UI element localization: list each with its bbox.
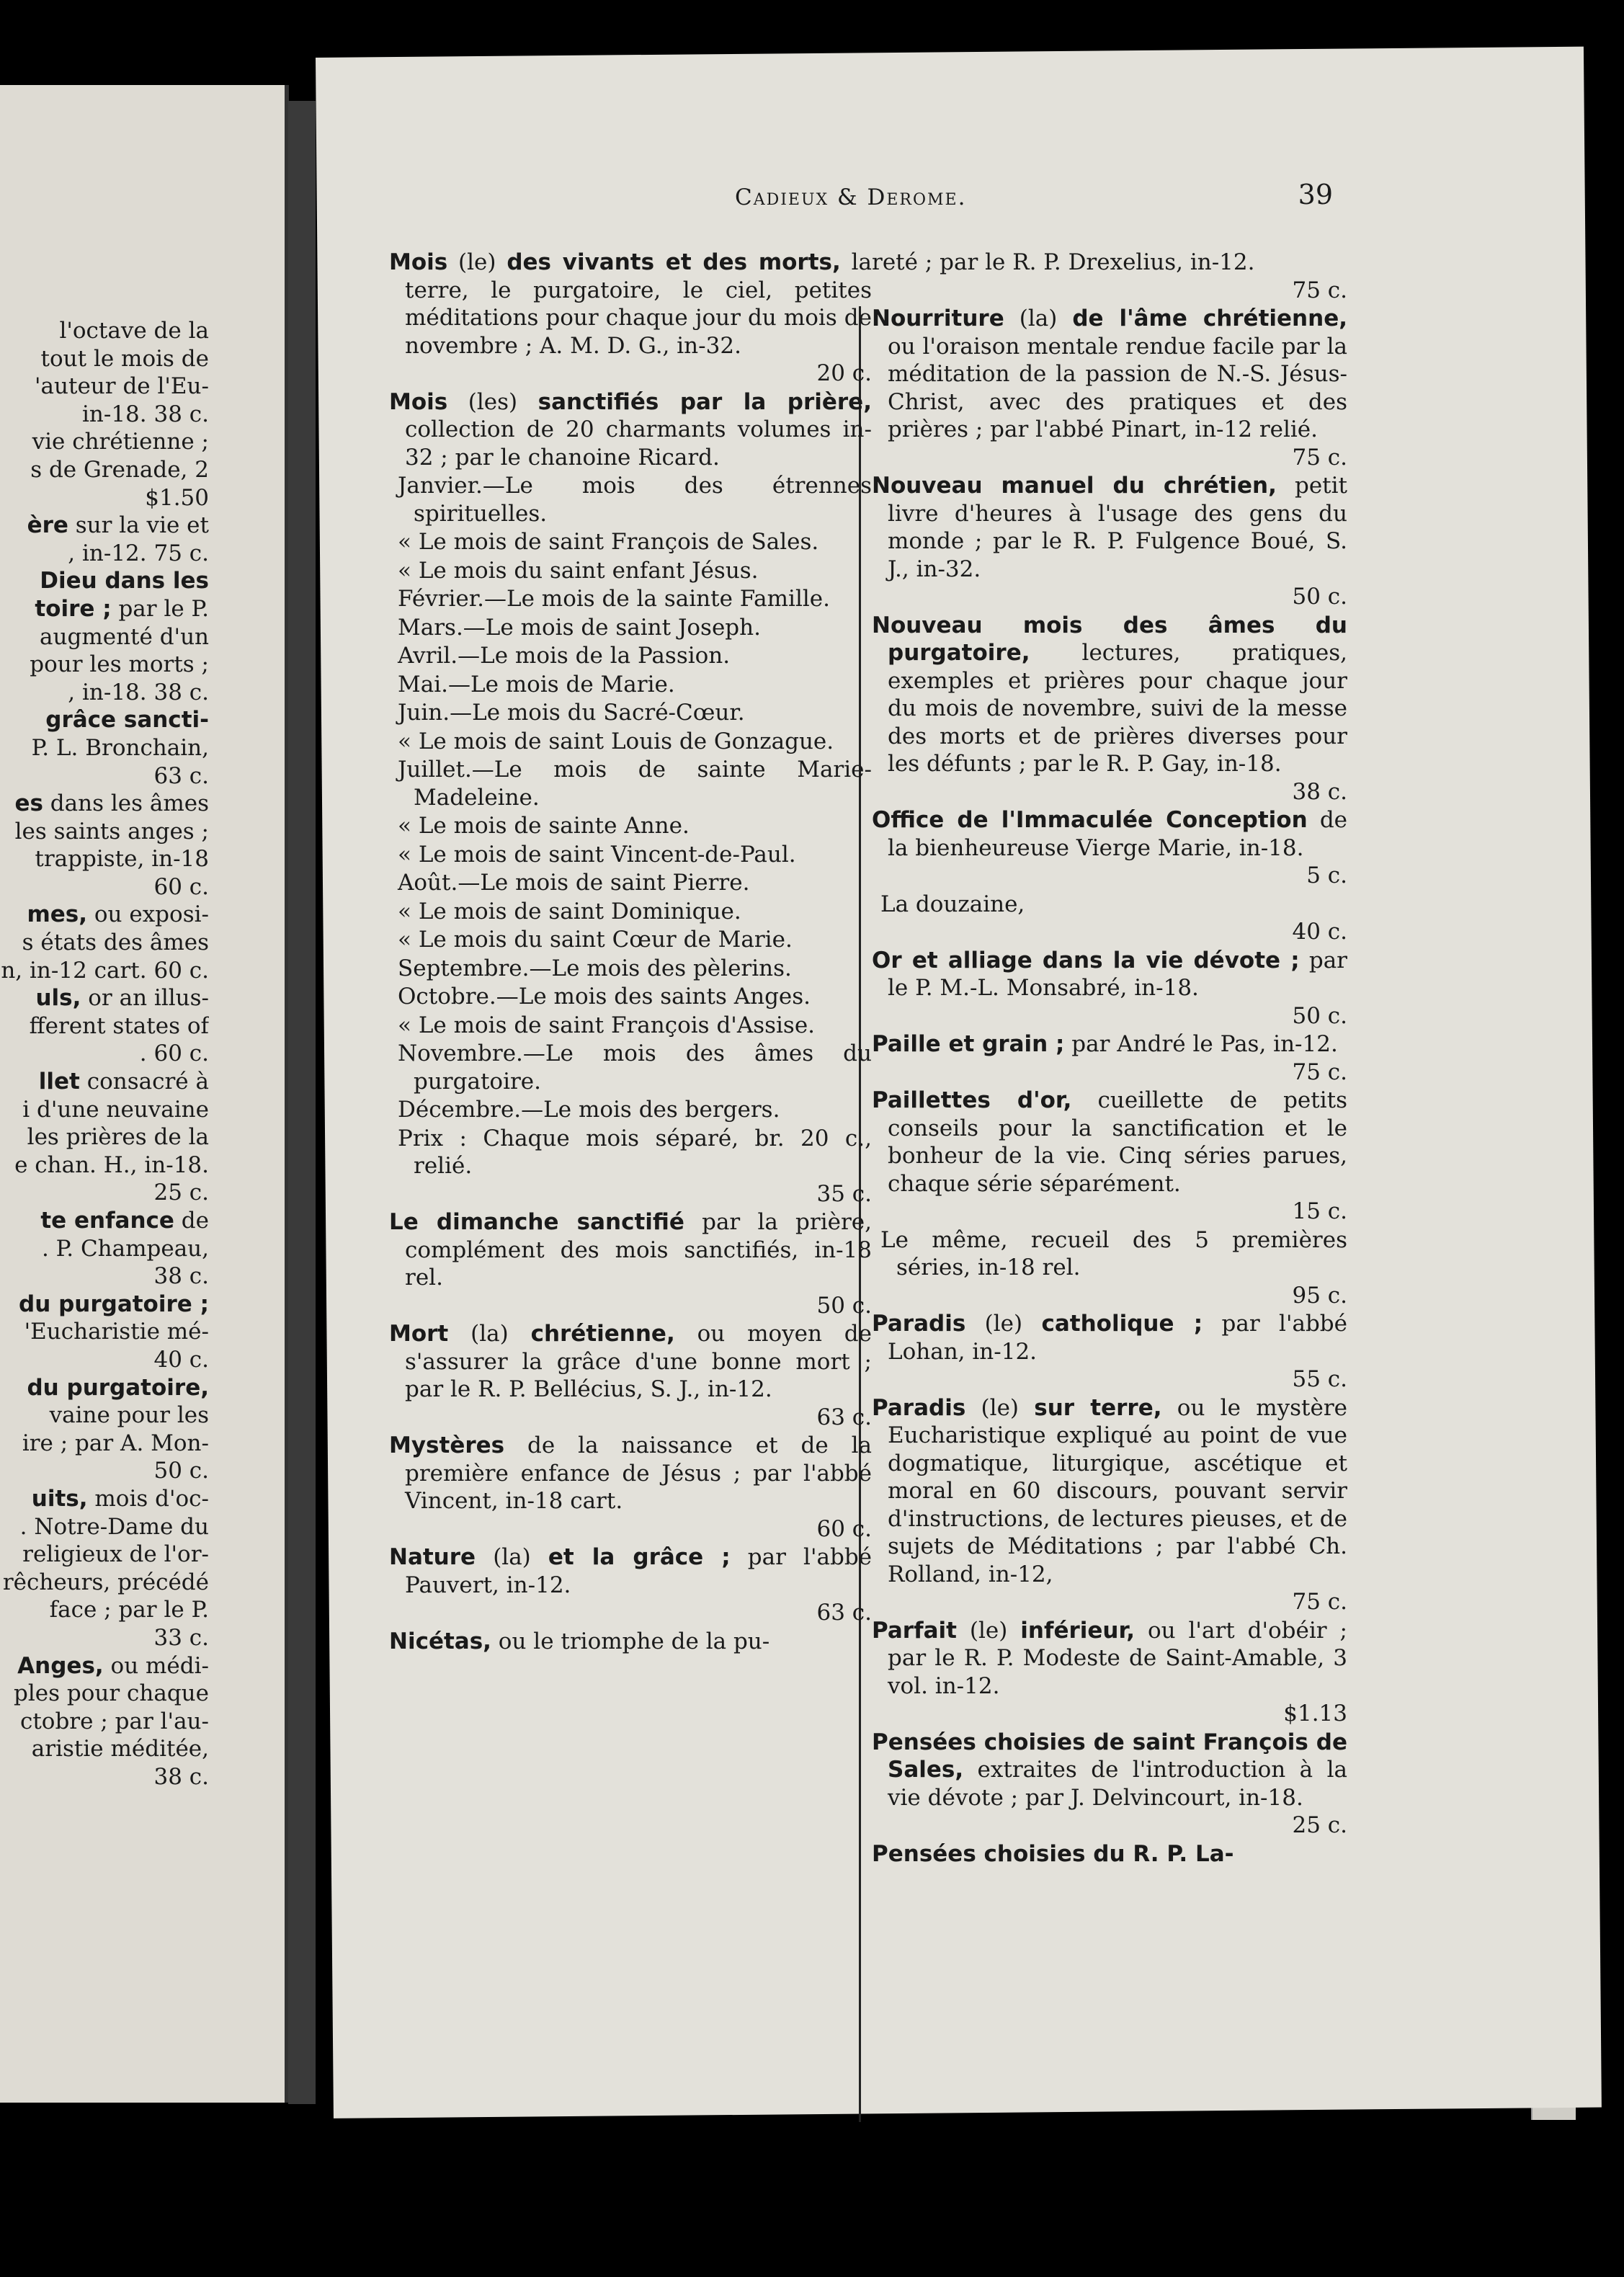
- left-fragment-line: [0, 623, 209, 651]
- entry-description: par l'abbé Pauvert, in-12.: [405, 1544, 873, 1598]
- entry-text: vie chrétienne ;: [32, 429, 209, 455]
- left-fragment-line: [0, 679, 209, 707]
- catalog-entry: [872, 472, 1347, 611]
- catalog-subentry: [389, 699, 872, 727]
- entry-text: n, in-12 cart. 60 c.: [1, 957, 209, 984]
- entry-price: 38 c.: [1292, 778, 1347, 805]
- subentry-text: Juillet.—Le mois de sainte Marie-Madeleine.: [398, 757, 872, 811]
- entry-title: Mois: [389, 388, 448, 415]
- entry-price: 50 c.: [1292, 584, 1347, 610]
- entry-text: or an illus-: [81, 985, 209, 1012]
- left-fragment-line: [0, 401, 209, 429]
- entry-text: vaine pour les: [49, 1402, 209, 1429]
- catalog-subentry: [389, 728, 872, 756]
- entry-description: la terre, le purgatoire, le ciel, petites méditations pour chaque jour du mois de novembre ; A. M. D. G., in-32.: [405, 249, 872, 359]
- entry-price: 75 c.: [1292, 444, 1347, 471]
- left-fragment-line: [0, 512, 209, 540]
- left-fragment-line: [0, 1680, 209, 1708]
- left-fragment-line: [0, 1179, 209, 1207]
- entry-title: Or et alliage dans la vie dévote ;: [872, 947, 1300, 973]
- subentry-text: Janvier.—Le mois des étrennes spirituelles.: [398, 473, 872, 527]
- catalog-column-1: [389, 249, 872, 1656]
- subentry-text: « Le mois du saint enfant Jésus.: [398, 557, 759, 584]
- entry-text: 'auteur de l'Eu-: [35, 373, 209, 400]
- entry-text: pour les morts ;: [30, 651, 209, 678]
- catalog-subentry: [389, 642, 872, 670]
- entry-title: Anges,: [17, 1652, 104, 1679]
- page-header: [403, 179, 1333, 228]
- left-fragment-line: [0, 1123, 209, 1151]
- left-fragment-line: [0, 706, 209, 734]
- catalog-entry: [872, 1617, 1347, 1728]
- entry-title: llet: [38, 1069, 80, 1095]
- left-fragment-line: [0, 1513, 209, 1541]
- entry-price: 15 c.: [1292, 1198, 1347, 1224]
- catalog-subentry: [389, 756, 872, 811]
- subentry-text: « Le mois du saint Cœur de Marie.: [398, 927, 793, 953]
- left-fragment-line: [0, 929, 209, 957]
- left-fragment-line: [0, 317, 209, 345]
- entry-article: (le): [965, 1394, 1035, 1421]
- entry-price: 75 c.: [1292, 277, 1347, 303]
- entry-price: 50 c.: [816, 1292, 872, 1319]
- entry-text: in-18. 38 c.: [81, 401, 209, 427]
- entry-title-cont: sur terre,: [1034, 1394, 1162, 1421]
- subentry-text: Juin.—Le mois du Sacré-Cœur.: [398, 700, 745, 726]
- entry-description: reté ; par le R. P. Drexelius, in-12.: [872, 249, 1255, 275]
- entry-text: religieux de l'or-: [22, 1541, 209, 1568]
- left-fragment-line: [0, 1374, 209, 1402]
- left-page-text-fragment: [0, 317, 209, 1791]
- left-fragment-line: [0, 1652, 209, 1680]
- entry-title-cont: catholique ;: [1041, 1311, 1203, 1337]
- catalog-subentry: [389, 1125, 872, 1208]
- catalog-subentry: [389, 557, 872, 585]
- entry-text: 38 c.: [153, 1763, 209, 1790]
- catalog-entry: [389, 1628, 872, 1656]
- subentry-text: Le même, recueil des 5 premières séries, in-18 rel.: [880, 1226, 1347, 1280]
- entry-text: 38 c.: [153, 1263, 209, 1290]
- entry-title: Mois: [389, 249, 448, 275]
- entry-text: dans les âmes: [43, 790, 209, 817]
- left-fragment-line: [0, 1207, 209, 1235]
- left-fragment-line: [0, 762, 209, 790]
- entry-price: 50 c.: [1292, 1002, 1347, 1029]
- left-fragment-line: [0, 1735, 209, 1763]
- left-fragment-line: [0, 1569, 209, 1597]
- entry-text: de: [174, 1208, 209, 1234]
- left-fragment-line: [0, 1708, 209, 1736]
- entry-title: Nouveau mois des âmes du purgatoire,: [872, 612, 1347, 666]
- subentry-text: Novembre.—Le mois des âmes du purgatoire.: [398, 1041, 872, 1095]
- entry-text: s états des âmes: [22, 930, 209, 956]
- entry-title-cont: inférieur,: [1020, 1617, 1136, 1644]
- entry-price: 75 c.: [1292, 1059, 1347, 1085]
- left-fragment-line: [0, 873, 209, 901]
- entry-text: mois d'oc-: [87, 1485, 209, 1512]
- entry-title-cont: sanctifiés par la prière,: [537, 388, 872, 415]
- entry-price: 75 c.: [1292, 1589, 1347, 1615]
- entry-article: (les): [447, 388, 538, 415]
- subentry-text: Prix : Chaque mois séparé, br. 20 c., relié.: [398, 1125, 872, 1179]
- catalog-subentry: [389, 898, 872, 926]
- entry-text: fferent states of: [29, 1012, 209, 1039]
- entry-price: 40 c.: [1292, 919, 1347, 945]
- entry-price: 55 c.: [1292, 1366, 1347, 1392]
- entry-title-cont: chrétienne,: [530, 1321, 675, 1347]
- entry-title: Nicétas,: [389, 1628, 491, 1654]
- catalog-subentry: [389, 1096, 872, 1124]
- left-fragment-line: [0, 567, 209, 595]
- entry-title: Le dimanche sanctifié: [389, 1209, 684, 1235]
- left-fragment-line: [0, 1040, 209, 1068]
- catalog-entry: [389, 1320, 872, 1431]
- left-fragment-line: [0, 984, 209, 1012]
- left-fragment-line: [0, 1235, 209, 1263]
- entry-article: (la): [476, 1544, 548, 1570]
- entry-text: 50 c.: [153, 1458, 209, 1484]
- left-fragment-line: [0, 1541, 209, 1569]
- subentry-text: Septembre.—Le mois des pèlerins.: [398, 955, 792, 981]
- entry-text: s de Grenade, 2: [30, 456, 209, 483]
- subentry-text: « Le mois de sainte Anne.: [398, 813, 690, 839]
- entry-title: ère: [27, 512, 68, 539]
- left-fragment-line: [0, 1318, 209, 1346]
- entry-price: 63 c.: [816, 1600, 872, 1626]
- left-fragment-line: [0, 1624, 209, 1652]
- entry-price: 60 c.: [816, 1515, 872, 1542]
- subentry-text: « Le mois de saint François d'Assise.: [398, 1012, 816, 1038]
- entry-text: sur la vie et: [68, 512, 209, 539]
- entry-title: Nouveau manuel du chrétien,: [872, 473, 1277, 499]
- entry-description: par André le Pas, in-12.: [1064, 1031, 1338, 1057]
- catalog-subentry: [389, 585, 872, 613]
- entry-title: Pensées choisies du R. P. La-: [872, 1840, 1234, 1867]
- entry-title: uls,: [35, 985, 81, 1012]
- catalog-subentry: [389, 926, 872, 954]
- subentry-text: « Le mois de saint Vincent-de-Paul.: [398, 841, 796, 868]
- entry-title: Paille et grain ;: [872, 1031, 1065, 1057]
- left-fragment-line: [0, 790, 209, 818]
- catalog-entry: [872, 1729, 1347, 1840]
- catalog-entry: [872, 612, 1347, 806]
- running-head: Cadieux & Derome.: [735, 184, 967, 210]
- entry-description: petit livre d'heures à l'usage des gens du monde ; par le R. P. Fulgence Boué, S. J., in-32.: [888, 473, 1347, 582]
- catalog-entry: [872, 1087, 1347, 1226]
- entry-title: Parfait: [872, 1617, 957, 1644]
- entry-text: , in-12. 75 c.: [68, 540, 209, 566]
- entry-text: ire ; par A. Mon-: [22, 1430, 209, 1456]
- entry-title: Paradis: [872, 1394, 966, 1421]
- left-fragment-line: [0, 818, 209, 846]
- left-fragment-line: [0, 1485, 209, 1513]
- left-fragment-line: [0, 845, 209, 873]
- catalog-subentry: [389, 614, 872, 642]
- entry-text: par le P.: [111, 595, 209, 622]
- entry-description: de la naissance et de la première enfance de Jésus ; par l'abbé Vincent, in-18 cart.: [405, 1432, 872, 1514]
- entry-price: 95 c.: [1292, 1282, 1347, 1309]
- entry-text: 'Eucharistie mé-: [24, 1319, 209, 1345]
- entry-price: 35 c.: [816, 1180, 872, 1207]
- catalog-entry: [872, 806, 1347, 890]
- catalog-subentry: [389, 1012, 872, 1040]
- entry-title: Mystères: [389, 1432, 505, 1458]
- catalog-entry: [389, 1208, 872, 1319]
- entry-text: P. L. Bronchain,: [31, 734, 209, 761]
- catalog-entry: [389, 388, 872, 472]
- entry-title: Paradis: [872, 1311, 966, 1337]
- catalog-subentry: [389, 671, 872, 699]
- catalog-subentry: [872, 1226, 1347, 1310]
- entry-description: lectures, pratiques, exemples et prières pour chaque jour du mois de novembre, suivi de la messe des morts et de prières diverses pour les défunts ; par le R. P. Gay, in-18.: [888, 640, 1347, 777]
- entry-title-cont: et la grâce ;: [548, 1544, 731, 1570]
- catalog-entry: [389, 249, 872, 388]
- entry-title: Dieu dans les: [40, 568, 209, 594]
- entry-text: e chan. H., in-18.: [14, 1151, 209, 1178]
- subentry-text: La douzaine,: [880, 891, 1025, 917]
- entry-title: Paillettes d'or,: [872, 1087, 1072, 1113]
- catalog-subentry: [389, 869, 872, 897]
- entry-article: (le): [965, 1311, 1042, 1337]
- catalog-subentry: [389, 983, 872, 1011]
- subentry-text: Mai.—Le mois de Marie.: [398, 671, 675, 698]
- left-fragment-line: [0, 456, 209, 484]
- entry-title: du purgatoire,: [27, 1374, 209, 1401]
- entry-article: (la): [448, 1321, 531, 1347]
- catalog-entry: [389, 1543, 872, 1627]
- left-fragment-line: [0, 957, 209, 985]
- entry-description: de la bienheureuse Vierge Marie, in-18.: [888, 807, 1348, 861]
- subentry-text: Août.—Le mois de saint Pierre.: [398, 870, 750, 896]
- left-fragment-line: [0, 1346, 209, 1374]
- subentry-text: Décembre.—Le mois des bergers.: [398, 1097, 780, 1123]
- book-gutter: [288, 101, 316, 2104]
- entry-text: rêcheurs, précédé: [2, 1569, 209, 1595]
- catalog-subentry: [389, 1040, 872, 1095]
- catalog-subentry: [389, 841, 872, 869]
- entry-text: . P. Champeau,: [41, 1235, 209, 1262]
- entry-text: augmenté d'un: [40, 623, 209, 650]
- left-fragment-line: [0, 1151, 209, 1180]
- left-fragment-line: [0, 1763, 209, 1791]
- entry-title-cont: de l'âme chrétienne,: [1072, 306, 1347, 331]
- entry-text: consacré à: [79, 1069, 209, 1095]
- subentry-text: « Le mois de saint Dominique.: [398, 898, 741, 924]
- entry-price: 5 c.: [1306, 863, 1347, 888]
- catalog-subentry: [872, 891, 1347, 946]
- entry-description: par la prière, complément des mois sanctifiés, in-18 rel.: [405, 1209, 873, 1291]
- left-fragment-line: [0, 540, 209, 568]
- entry-price: $1.13: [1283, 1701, 1347, 1726]
- entry-price: 63 c.: [816, 1404, 872, 1430]
- entry-text: 33 c.: [153, 1624, 209, 1651]
- entry-description: extraites de l'introduction à la vie dévote ; par J. Delvincourt, in-18.: [888, 1757, 1347, 1811]
- entry-description: ou moyen de s'assurer la grâce d'une bonne mort ; par le R. P. Bellécius, S. J., in-12.: [405, 1321, 872, 1402]
- left-fragment-line: [0, 1291, 209, 1319]
- entry-title: toire ;: [35, 595, 112, 622]
- entry-description: par le P. M.-L. Monsabré, in-18.: [888, 947, 1348, 1001]
- entry-description: cueillette de petits conseils pour la sanctification et le bonheur de la vie. Cinq séries parues, chaque série séparément.: [888, 1087, 1347, 1197]
- catalog-entry: [872, 1030, 1347, 1086]
- catalog-subentry: [389, 528, 872, 556]
- catalog-entry: [872, 1840, 1347, 1868]
- entry-text: ou médi-: [103, 1652, 209, 1679]
- left-fragment-line: [0, 1402, 209, 1430]
- entry-text: l'octave de la: [59, 318, 209, 344]
- catalog-subentry: [389, 472, 872, 527]
- left-fragment-line: [0, 345, 209, 373]
- entry-title: es: [14, 790, 43, 817]
- left-fragment-line: [0, 595, 209, 623]
- entry-title: mes,: [27, 901, 88, 928]
- entry-title: Mort: [389, 1321, 449, 1347]
- catalog-subentry: [389, 812, 872, 840]
- entry-description: ou le mystère Eucharistique expliqué au point de vue dogmatique, liturgique, ascétique et moral en 60 discours, pouvant servir d'instructions, de lectures pieuses, et de sujets de Méditations ; par l'abbé Ch. Rolland, in-12,: [888, 1394, 1347, 1587]
- catalog-entry: [872, 249, 1347, 304]
- entry-description: par l'abbé Lohan, in-12.: [888, 1311, 1347, 1365]
- catalog-entry: [389, 1432, 872, 1543]
- left-fragment-line: [0, 1596, 209, 1624]
- catalog-subentry: [389, 955, 872, 983]
- entry-text: 40 c.: [153, 1346, 209, 1373]
- entry-price: 20 c.: [816, 360, 872, 386]
- subentry-text: Octobre.—Le mois des saints Anges.: [398, 984, 811, 1010]
- entry-description: collection de 20 charmants volumes in-32 ; par le chanoine Ricard.: [405, 416, 872, 471]
- entry-text: les prières de la: [27, 1124, 209, 1151]
- entry-text: face ; par le P.: [49, 1597, 209, 1623]
- entry-text: . 60 c.: [139, 1041, 209, 1067]
- catalog-entry: [872, 1310, 1347, 1394]
- left-fragment-line: [0, 901, 209, 929]
- subentry-text: « Le mois de saint Louis de Gonzague.: [398, 728, 834, 754]
- left-fragment-line: [0, 1262, 209, 1291]
- entry-text: trappiste, in-18: [35, 846, 209, 873]
- entry-title: Pensées choisies de saint François de Sales,: [872, 1729, 1347, 1783]
- entry-text: les saints anges ;: [14, 818, 209, 845]
- entry-text: 60 c.: [153, 873, 209, 900]
- subentry-text: Février.—Le mois de la sainte Famille.: [398, 586, 830, 612]
- left-fragment-line: [0, 1012, 209, 1041]
- entry-text: 25 c.: [153, 1180, 209, 1206]
- entry-text: aristie méditée,: [31, 1736, 209, 1763]
- entry-text: 63 c.: [153, 762, 209, 789]
- catalog-column-2: [872, 249, 1347, 1868]
- entry-article: (le): [447, 249, 507, 275]
- entry-title: uits,: [31, 1485, 88, 1512]
- entry-description: ou l'art d'obéir ; par le R. P. Modeste de Saint-Amable, 3 vol. in-12.: [888, 1617, 1347, 1699]
- entry-description: ou le triomphe de la pu-: [491, 1628, 770, 1654]
- entry-text: . Notre-Dame du: [19, 1513, 209, 1540]
- entry-article: (la): [1004, 306, 1073, 331]
- entry-article: (le): [956, 1617, 1021, 1644]
- subentry-text: « Le mois de saint François de Sales.: [398, 529, 819, 555]
- entry-text: ctobre ; par l'au-: [19, 1708, 209, 1734]
- subentry-text: Avril.—Le mois de la Passion.: [398, 643, 731, 669]
- left-fragment-line: [0, 1457, 209, 1485]
- left-fragment-line: [0, 484, 209, 512]
- left-fragment-line: [0, 1430, 209, 1458]
- entry-price: 25 c.: [1292, 1812, 1347, 1838]
- catalog-entry: [872, 1394, 1347, 1616]
- entry-description: ou l'oraison mentale rendue facile par la méditation de la passion de N.-S. Jésus-Christ, avec des pratiques et des prières ; par l'abbé Pinart, in-12 relié.: [888, 333, 1347, 442]
- left-fragment-line: [0, 651, 209, 679]
- entry-text: $1.50: [145, 484, 209, 511]
- entry-title: du purgatoire ;: [19, 1291, 209, 1317]
- entry-text: , in-18. 38 c.: [68, 679, 209, 705]
- left-fragment-line: [0, 734, 209, 762]
- page-number: 39: [1298, 179, 1333, 210]
- entry-title: Office de l'Immaculée Conception: [872, 807, 1308, 833]
- entry-text: ou exposi-: [87, 901, 209, 928]
- left-fragment-line: [0, 1068, 209, 1096]
- subentry-text: Mars.—Le mois de saint Joseph.: [398, 614, 761, 641]
- catalog-entry: [872, 305, 1347, 471]
- catalog-entry: [872, 947, 1347, 1030]
- entry-title: Nature: [389, 1544, 476, 1570]
- entry-text: i d'une neuvaine: [22, 1096, 209, 1123]
- left-fragment-line: [0, 373, 209, 401]
- entry-title: Nourriture: [872, 306, 1004, 331]
- left-fragment-line: [0, 1096, 209, 1124]
- entry-text: tout le mois de: [40, 345, 209, 372]
- entry-title-cont: des vivants et des morts,: [507, 249, 841, 275]
- entry-title: te enfance: [40, 1208, 174, 1234]
- entry-title: grâce sancti-: [45, 707, 209, 734]
- entry-text: ples pour chaque: [14, 1680, 209, 1707]
- left-fragment-line: [0, 428, 209, 456]
